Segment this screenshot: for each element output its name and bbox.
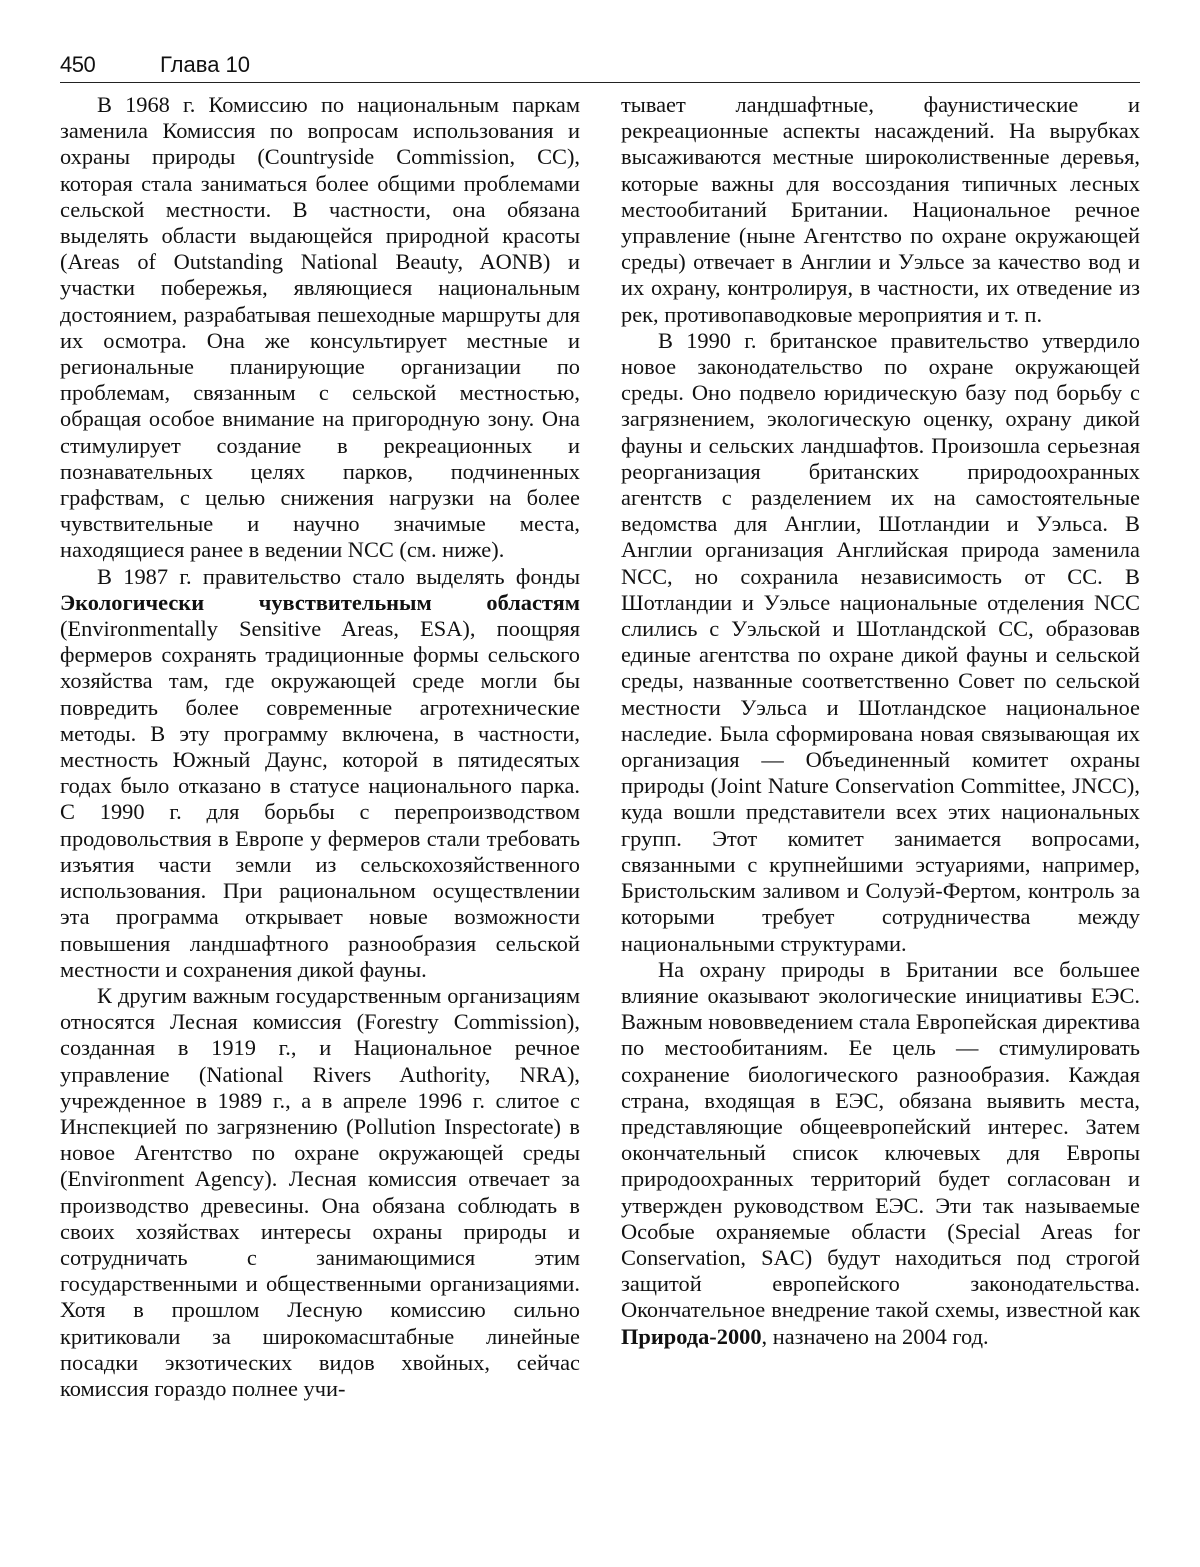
- page-number: 450: [60, 52, 96, 77]
- paragraph: [621, 957, 1140, 1350]
- paragraph: В 1990 г. британское правительство утвердило новое законодательство по охране окружающей среды. Оно подвело юридическую базу под борьбу с загрязнением, экологическую оценку, охрану дикой фауны и сельских ландшафтов. Произошла серьезная реорганизация британских природоохранных агентств с разделением их на самостоятельные ведомства для Англии, Шотландии и Уэльса. В Англии организация Английская природа заменила NCC, но сохранила независимость от CC. В Шотландии и Уэльсе национальные отделения NCC слились с Уэльской и Шотландской CC, образовав единые агентства по охране дикой фауны и сельской среды, названные соответственно Совет по сельской местности Уэльса и Шотландское национальное наследие. Была сформирована новая связывающая их организация — Объединенный комитет охраны природы (Joint Nature Conservation Committee, JNCC), куда вошли представители всех этих национальных групп. Этот комитет занимается вопросами, связанными с крупнейшими эстуариями, например, Бристольским заливом и Солуэй-Фертом, контроль за которыми требует сотрудничества между национальными структурами.: [621, 327, 1140, 956]
- header-rule: [60, 82, 1140, 83]
- paragraph-text: (Environmentally Sensitive Areas, ESA), поощряя фермеров сохранять традиционные формы сельского хозяйства там, где окружающей среде могли бы повредить более современные агротехнические методы. В эту программу включена, в частности, местность Южный Даунс, которой в пятидесятых годах было отказано в статусе национального парка. С 1990 г. для борьбы с перепроизводством продовольствия в Европе у фермеров стали требовать изъятия части земли из сельскохозяйственного использования. При рациональном осуществлении эта программа открывает новые возможности повышения ландшафтного разнообразия сельской местности и сохранения дикой фауны.: [60, 616, 580, 982]
- bold-term: Экологически чувствительным областям: [60, 589, 580, 615]
- paragraph-text: В 1987 г. правительство стало выделять фонды: [97, 563, 580, 589]
- chapter-title: Глава 10: [160, 52, 251, 77]
- paragraph-text: , назначено на 2004 год.: [761, 1323, 989, 1349]
- right-column: [621, 92, 1140, 1350]
- paragraph-continued: тывает ландшафтные, фаунистические и рекреационные аспекты насаждений. На вырубках высаживаются местные широколиственные деревья, которые важны для воссоздания типичных лесных местообитаний Британии. Национальное речное управление (ныне Агентство по охране окружающей среды) отвечает в Англии и Уэльсе за качество вод и их охрану, контролируя, в частности, их отведение из рек, противопаводковые мероприятия и т. п.: [621, 92, 1140, 327]
- running-header: [60, 52, 1140, 82]
- paragraph: К другим важным государственным организациям относятся Лесная комиссия (Forestry Commission), созданная в 1919 г., и Национальное речное управление (National Rivers Authority, NRA), учрежденное в 1989 г., а в апреле 1996 г. слитое с Инспекцией по загрязнению (Pollution Inspectorate) в новое Агентство по охране окружающей среды (Environment Agency). Лесная комиссия отвечает за производство древесины. Она обязана соблюдать в своих хозяйствах интересы охраны природы и сотрудничать с занимающимися этим государственными и общественными организациями. Хотя в прошлом Лесную комиссию сильно критиковали за широкомасштабные линейные посадки экзотических видов хвойных, сейчас комиссия гораздо полнее учи-: [60, 982, 580, 1401]
- paragraph: В 1968 г. Комиссию по национальным паркам заменила Комиссия по вопросам использования и охраны природы (Countryside Commission, CC), которая стала заниматься более общими проблемами сельской местности. В частности, она обязана выделять области выдающейся природной красоты (Areas of Outstanding National Beauty, AONB) и участки побережья, являющиеся национальным достоянием, разрабатывая пешеходные маршруты для их осмотра. Она же консультирует местные и региональные планирующие организации по проблемам, связанным с сельской местностью, обращая особое внимание на пригородную зону. Она стимулирует создание в рекреационных и познавательных целях парков, подчиненных графствам, с целью снижения нагрузки на более чувствительные и научно значимые места, находящиеся ранее в ведении NCC (см. ниже).: [60, 92, 580, 563]
- paragraph-text: На охрану природы в Британии все большее влияние оказывают экологические инициативы ЕЭС. Важным нововведением стала Европейская директива по местообитаниям. Ее цель — стимулировать сохранение биологического разнообразия. Каждая страна, входящая в ЕЭС, обязана выявить места, представляющие общеевропейский интерес. Затем окончательный список ключевых для Европы природоохранных территорий будет согласован и утвержден руководством ЕЭС. Эти так называемые Особые охраняемые области (Special Areas for Conservation, SAC) будут находиться под строгой защитой европейского законодательства. Окончательное внедрение такой схемы, известной как: [621, 956, 1140, 1323]
- paragraph: [60, 564, 580, 983]
- bold-term: Природа-2000: [621, 1323, 762, 1349]
- left-column: [60, 92, 580, 1402]
